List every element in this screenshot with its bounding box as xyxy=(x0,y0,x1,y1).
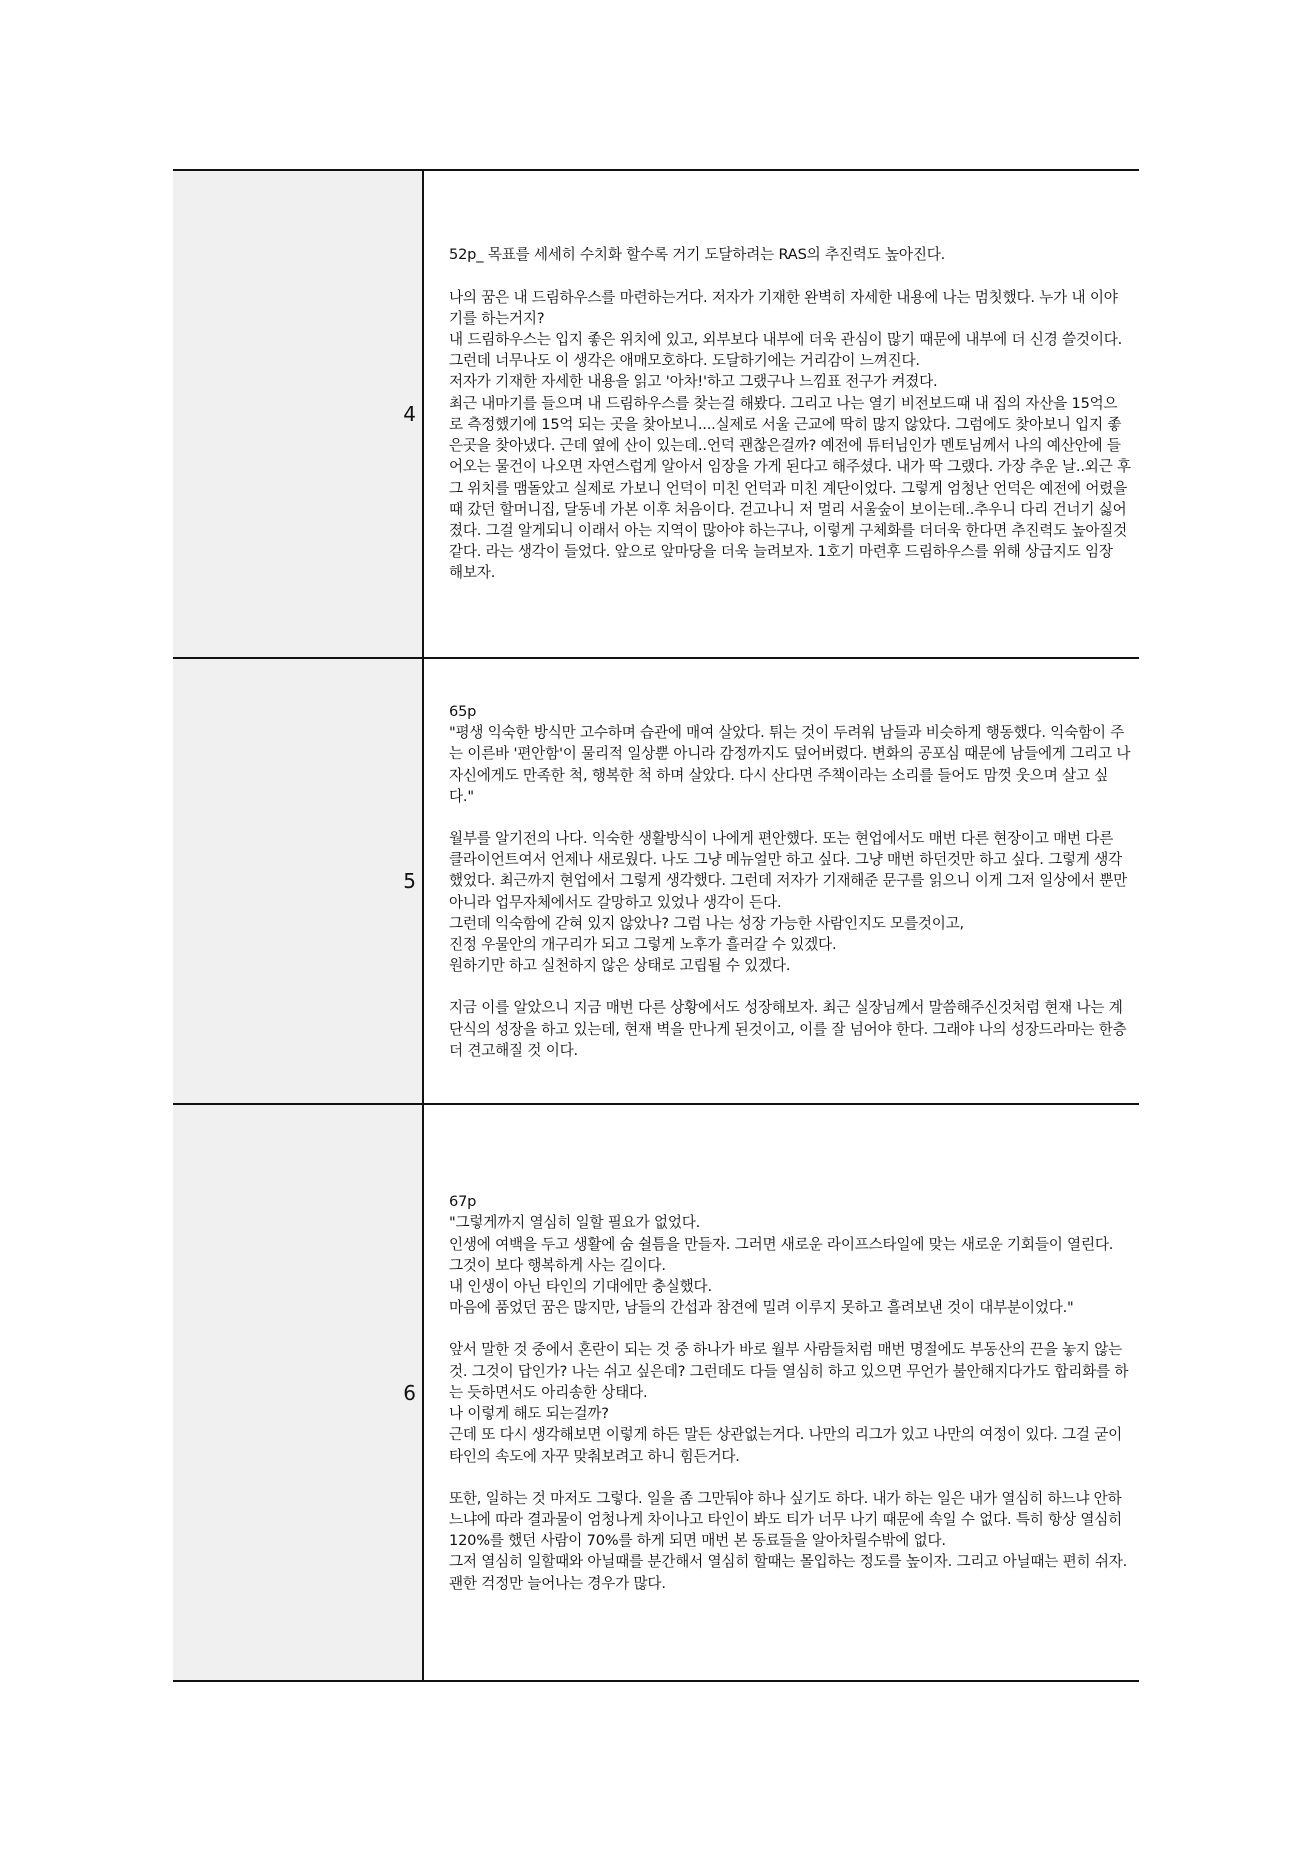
quote-line: 마음에 품었던 꿈은 많지만, 남들의 간섭과 참견에 밀려 이루지 못하고 흘려보낸 것이 대부분이었다." xyxy=(449,1299,1074,1317)
paragraph: 앞서 말한 것 중에서 혼란이 되는 것 중 하나가 바로 월부 사람들처럼 매번 명절에도 부동산의 끈을 놓지 않는것. 그것이 답인가? 나는 쉬고 싶은데? 그런데도 다들 열심히 하고 있으면 무언가 불안해지다가도 합리화를 하는 듯하면서도 아리송한 상태다. xyxy=(449,1341,1129,1401)
paragraph: 또한, 일하는 것 마저도 그렇다. 일을 좀 그만둬야 하나 싶기도 하다. 내가 하는 일은 내가 열심히 하느냐 안하느냐에 따라 결과물이 엄청나게 차이나고 타인이 봐도 티가 너무 나기 때문에 속일 수 없다. 특히 항상 열심히 120%를 했던 사람이 70%를 하게 되면 매번 본 동료들을 알아차릴수밖에 없다. xyxy=(449,1489,1127,1550)
paragraph: 나의 꿈은 내 드림하우스를 마련하는거다. 저자가 기재한 완벽히 자세한 내용에 나는 멈칫했다. 누가 내 이야기를 하는거지? xyxy=(449,288,1118,327)
row-number: 6 xyxy=(403,1380,416,1405)
table-row xyxy=(173,658,1139,1104)
paragraph: 지금 이를 알았으니 지금 매번 다른 상황에서도 성장해보자. 최근 실장님께서 말씀해주신것처럼 현재 나는 계단식의 성장을 하고 있는데, 현재 벽을 만나게 된것이고, 이를 잘 넘어야 한다. 그래야 나의 성장드라마는 한층 더 견고해질 것 이다. xyxy=(449,999,1131,1059)
quote-line: 인생에 여백을 두고 생활에 숨 쉴틈을 만들자. 그러면 새로운 라이프스타일에 맞는 새로운 기회들이 열린다. 그것이 보다 행복하게 사는 길이다. xyxy=(449,1235,1118,1274)
quote-line: 내 인생이 아닌 타인의 기대에만 충실했다. xyxy=(449,1278,712,1296)
paragraph: 저자가 기재한 자세한 내용을 읽고 '아차!'하고 그랬구나 느낌표 전구가 켜졌다. xyxy=(449,373,938,391)
entry-text xyxy=(449,701,1135,1061)
row-content-cell xyxy=(423,658,1139,1104)
entry-text xyxy=(449,1191,1131,1593)
paragraph: 최근 내마기를 들으며 내 드림하우스를 찾는걸 해봤다. 그리고 나는 열기 비전보드때 내 집의 자산을 15억으로 측정했기에 15억 되는 곳을 찾아보니....실제로 서울 근교에 딱히 많지 않았다. 그럼에도 찾아보니 입지 좋은곳을 찾아냈다. 근데 옆에 산이 있는데..언덕 괜찮은걸까? 예전에 튜터님인가 멘토님께서 나의 예산안에 들어오는 물건이 나오면 자연스럽게 알아서 임장을 가게 된다고 해주셨다. 내가 딱 그랬다. 가장 추운 날..외근 후 그 위치를 맴돌았고 실제로 가보니 언덕이 미친 언덕과 미친 계단이었다. 그렇게 엄청난 언덕은 예전에 어렸을때 갔던 할머니집, 달동네 가본 이후 처음이다. 걷고나니 저 멀리 서울숲이 보이는데..추우니 다리 건너기 싫어졌다. 그걸 알게되니 이래서 아는 지역이 많아야 하는구나, 이렇게 구체화를 더더욱 한다면 추진력도 높아질것같다. 라는 생각이 들었다. 앞으로 앞마당을 더욱 늘려보자. 1호기 마련후 드림하우스를 위해 상급지도 임장 해보자. xyxy=(449,394,1136,582)
page-reference: 67p xyxy=(449,1193,477,1211)
paragraph: 나 이렇게 해도 되는걸까? xyxy=(449,1405,609,1423)
row-number-cell xyxy=(173,658,423,1104)
entry-text xyxy=(449,244,1136,583)
paragraph: 그저 열심히 일할때와 아닐때를 분간해서 열심히 할때는 몰입하는 정도를 높이자. 그리고 아닐때는 편히 쉬자. 괜한 걱정만 늘어나는 경우가 많다. xyxy=(449,1553,1132,1592)
row-content-cell xyxy=(423,1104,1139,1681)
page-reference: 65p xyxy=(449,702,477,720)
row-number-cell xyxy=(173,1104,423,1681)
paragraph: 진정 우물안의 개구리가 되고 그렇게 노후가 흘러갈 수 있겠다. xyxy=(449,936,837,953)
paragraph: 근데 또 다시 생각해보면 이렇게 하든 말든 상관없는거다. 나만의 리그가 있고 나만의 여정이 있다. 그걸 굳이 타인의 속도에 자꾸 맞춰보려고 하니 힘든거다. xyxy=(449,1426,1127,1465)
quote-line: 52p_ 목표를 세세히 수치화 할수록 거기 도달하려는 RAS의 추진력도 높아진다. xyxy=(449,246,946,264)
row-number: 5 xyxy=(403,869,416,893)
row-number-cell xyxy=(173,170,423,658)
paragraph: 월부를 알기전의 나다. 익숙한 생활방식이 나에게 편안했다. 또는 현업에서도 매번 다른 현장이고 매번 다른 클라이언트여서 언제나 새로웠다. 나도 그냥 메뉴얼만 하고 싶다. 그냥 매번 하던것만 하고 싶다. 그렇게 생각했었다. 최근까지 현업에서 그렇게 생각했다. 그런데 저자가 기재해준 문구를 읽으니 이게 그저 일상에서 뿐만 아니라 업무자체에서도 갈망하고 있었나 생각이 든다. xyxy=(449,829,1132,911)
table-row xyxy=(173,1104,1139,1681)
quote-line: "평생 익숙한 방식만 고수하며 습관에 매여 살았다. 튀는 것이 두려워 남들과 비슷하게 행동했다. 익숙함이 주는 이른바 '편안함'이 물리적 일상뿐 아니라 감정까지도 덮어버렸다. 변화의 공포심 때문에 남들에게 그리고 나 자신에게도 만족한 척, 행복한 척 하며 살았다. 다시 산다면 주책이라는 소리를 들어도 맘껏 웃으며 살고 싶다." xyxy=(449,724,1135,805)
row-number: 4 xyxy=(403,402,416,426)
row-content-cell xyxy=(423,170,1139,658)
paragraph: 내 드림하우스는 입지 좋은 위치에 있고, 외부보다 내부에 더욱 관심이 많기 때문에 내부에 더 신경 쓸것이다. 그런데 너무나도 이 생각은 애매모호하다. 도달하기에는 거리감이 느껴진다. xyxy=(449,331,1127,370)
paragraph: 그런데 익숙함에 갇혀 있지 않았나? 그럼 나는 성장 가능한 사람인지도 모를것이고, xyxy=(449,914,964,932)
table-row xyxy=(173,170,1139,658)
paragraph: 원하기만 하고 실천하지 않은 상태로 고립될 수 있겠다. xyxy=(449,957,791,975)
reading-journal-table xyxy=(173,169,1139,1682)
quote-line: "그렇게까지 열심히 일할 필요가 없었다. xyxy=(449,1214,701,1232)
